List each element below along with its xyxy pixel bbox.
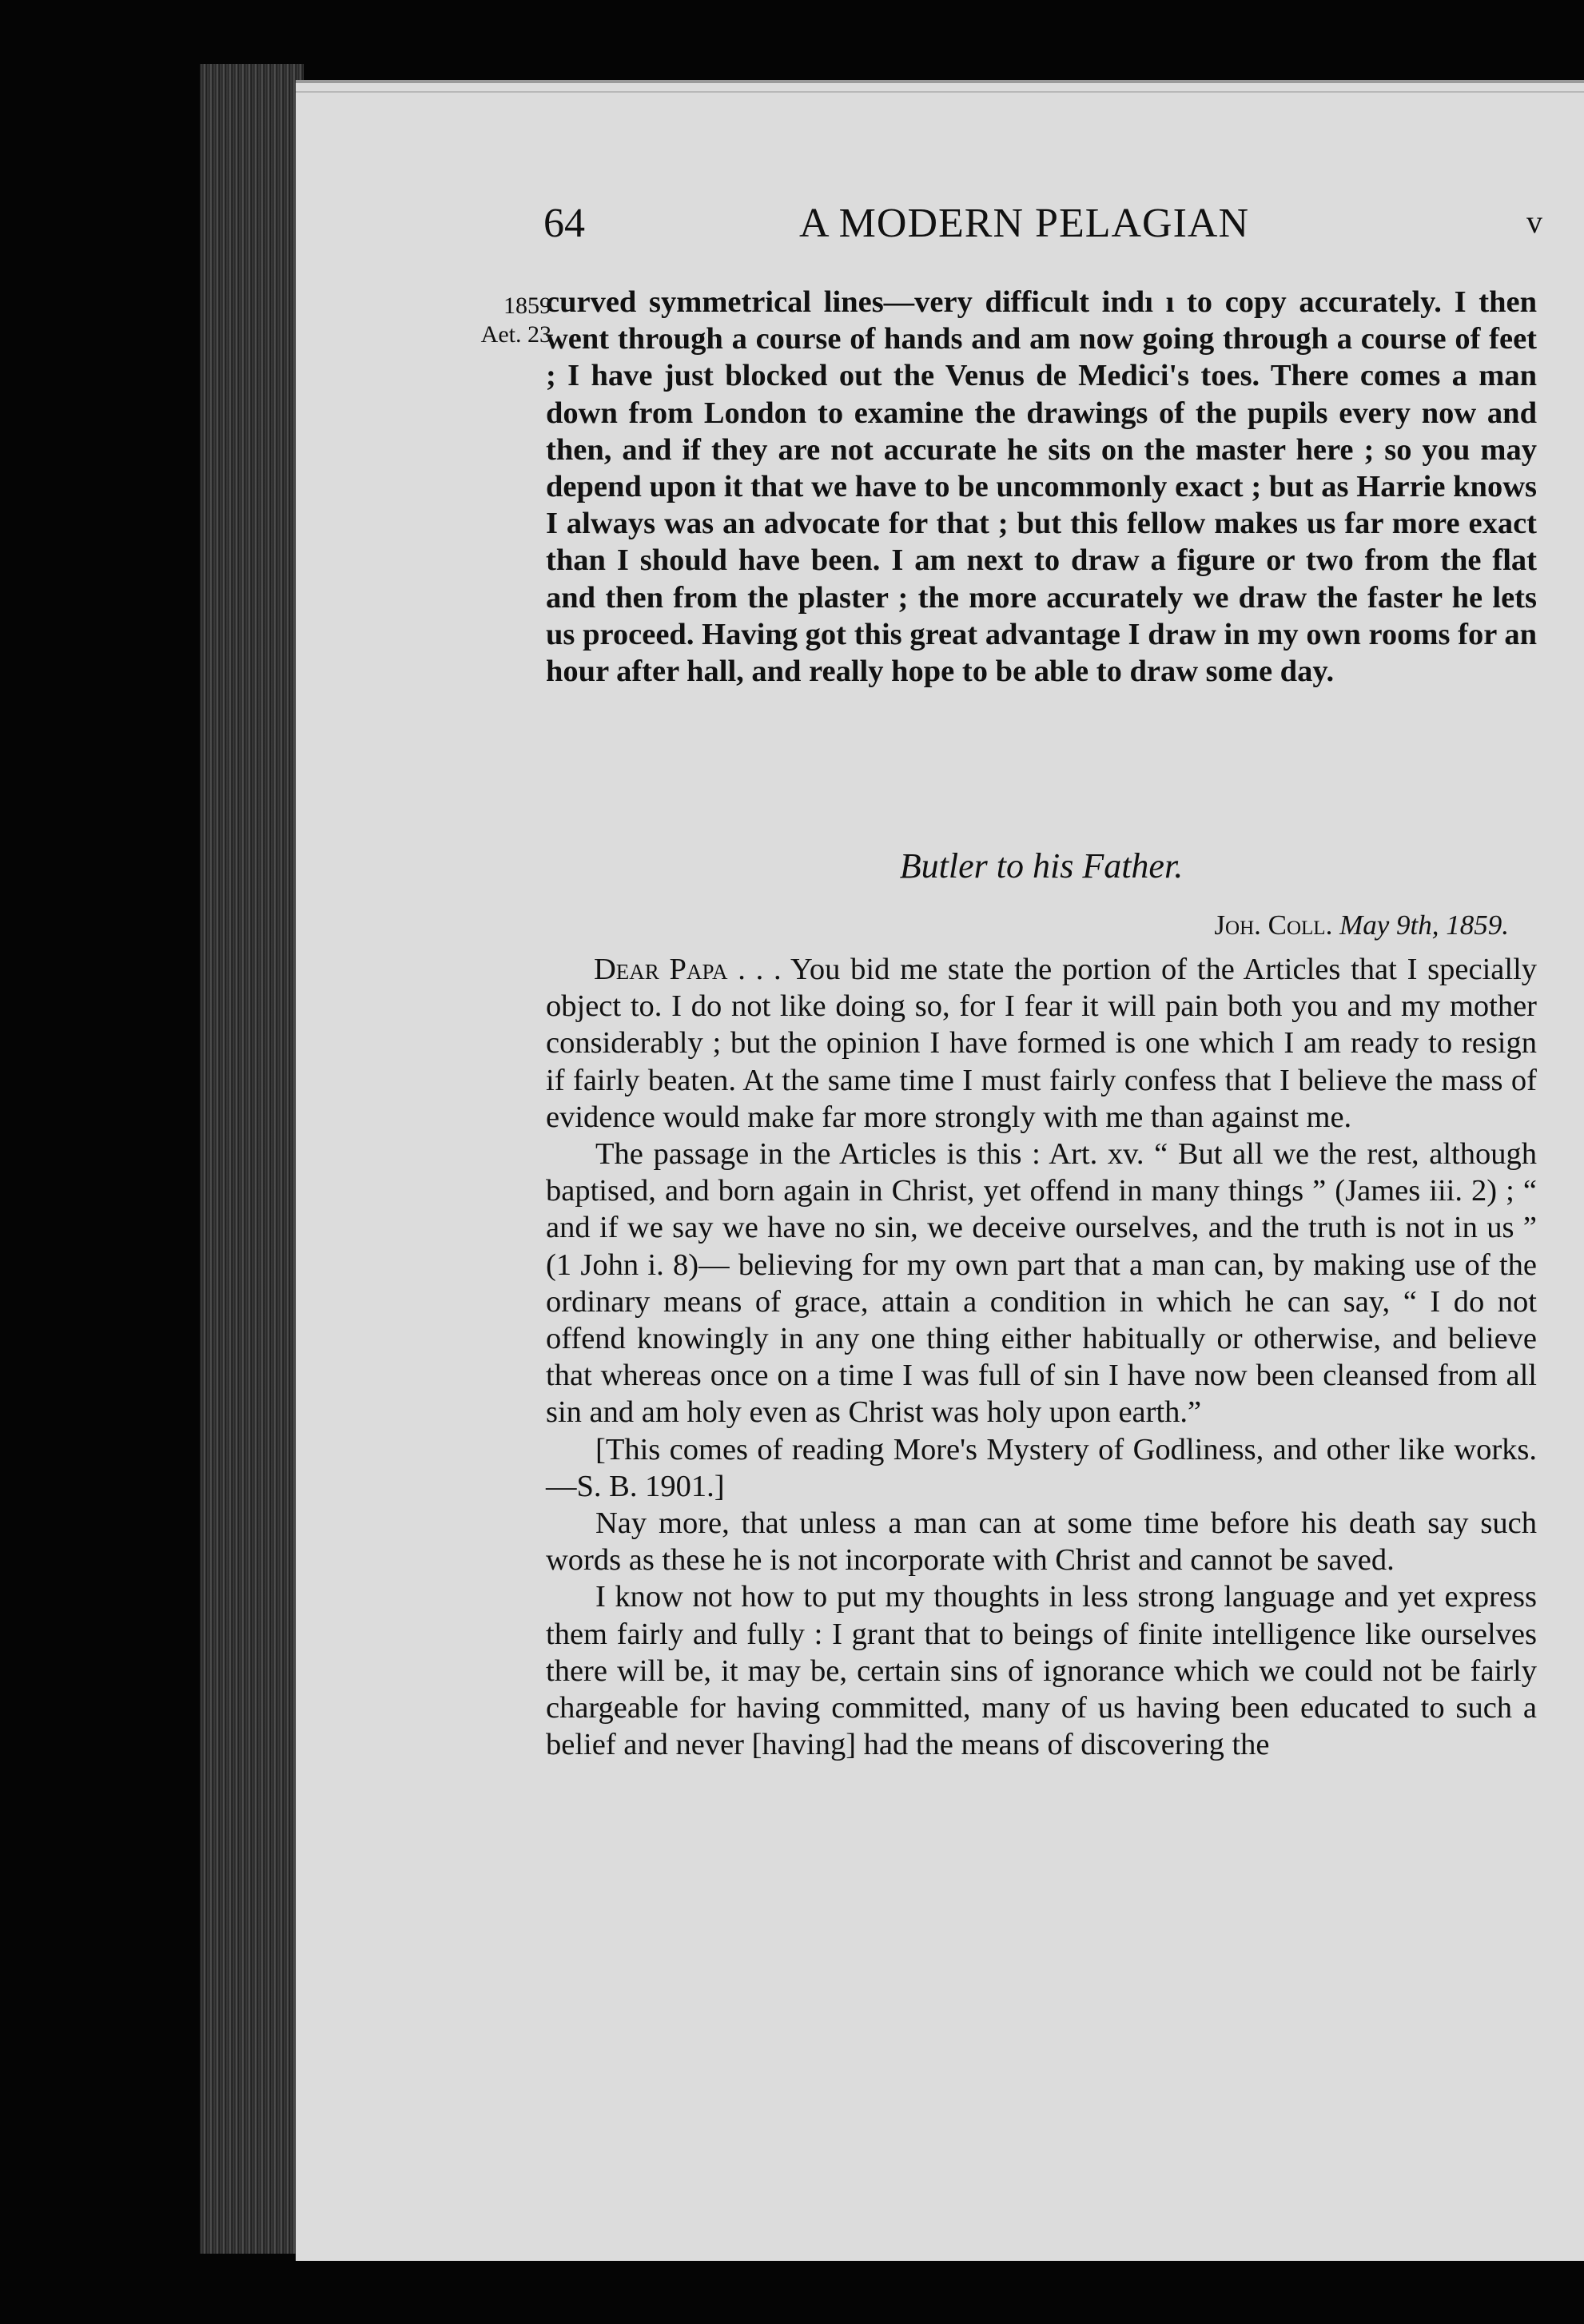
book-page-edges bbox=[200, 64, 304, 2254]
running-head bbox=[543, 200, 1542, 256]
letter-salutation: Dear Papa bbox=[594, 953, 728, 986]
letter-paragraph-1-text: . . . You bid me state the portion of the Articles that I specially object to. I do not like doing so, for I fear it will pain both you and my mother considerably ; but the opinion I have formed is one which I am ready to resign if fairly beaten. At the same time I must fairly confess that I believe the mass of evidence would make far more strongly with me than against me. bbox=[546, 953, 1538, 1134]
margin-note-year: 1859 bbox=[503, 292, 551, 319]
dateline-place: Joh. Coll. bbox=[1214, 909, 1333, 941]
opening-paragraph bbox=[546, 284, 1537, 690]
running-title: A MODERN PELAGIAN bbox=[799, 201, 1249, 246]
page-top-rule bbox=[296, 91, 1584, 93]
letter-body bbox=[546, 951, 1537, 1763]
letter-paragraph-1 bbox=[546, 951, 1537, 1136]
letter-paragraph-5: I know not how to put my thoughts in less strong language and yet express them fairly and fully : I grant that to beings of finite intelligence like ourselves there will be, it may be, certain sins of ignorance which we could not be fairly chargeable for having committed, many of us having been educated to such a belief and never [having] had the means of discovering the bbox=[546, 1580, 1537, 1762]
letter-paragraph-3: [This comes of reading More's Mystery of Godliness, and other like works.—S. B. 1901.] bbox=[546, 1432, 1537, 1503]
letter-paragraph-2: The passage in the Articles is this : Art. xv. “ But all we the rest, although baptised, and born again in Christ, yet offend in many things ” (James iii. 2) ; “ and if we say we have no sin, we deceive ourselves, and the truth is not in us ” (1 John i. 8)— believing for my own part that a man can, by making use of the ordinary means of grace, attain a condition in which he can say, “ I do not offend knowingly in any one thing either habitually or otherwise, and believe that whereas once on a time I was full of sin I have now been cleansed from all sin and am holy even as Christ was holy upon earth.” bbox=[546, 1137, 1537, 1430]
page-number: 64 bbox=[543, 201, 585, 246]
margin-note-age: Aet. 23 bbox=[480, 321, 551, 348]
letter-heading: Butler to his Father. bbox=[899, 846, 1184, 885]
dateline-date: May 9th, 1859. bbox=[1339, 909, 1509, 941]
opening-paragraph-text: curved symmetrical lines—very difficult indı ı to copy accurately. I then went through a course of hands and am now going through a course of feet ; I have just blocked out the Venus de Medici's toes. There comes a man down from London to examine the drawings of the pupils every now and then, and if they are not accurate he sits on the master here ; so you may depend upon it that we have to be uncommonly exact ; but as Harrie knows I always was an advocate for that ; but this fellow makes us far more exact than I should have been. I am next to draw a figure or two from the flat and then from the plaster ; the more accurately we draw the faster he lets us proceed. Having got this great advantage I draw in my own rooms for an hour after hall, and really hope to be able to draw some day. bbox=[546, 285, 1537, 689]
letter-paragraph-4: Nay more, that unless a man can at some time before his death say such words as these he is not incorporate with Christ and cannot be saved. bbox=[546, 1506, 1537, 1578]
letter-dateline bbox=[1214, 909, 1509, 941]
chapter-marker: v bbox=[1526, 204, 1542, 240]
